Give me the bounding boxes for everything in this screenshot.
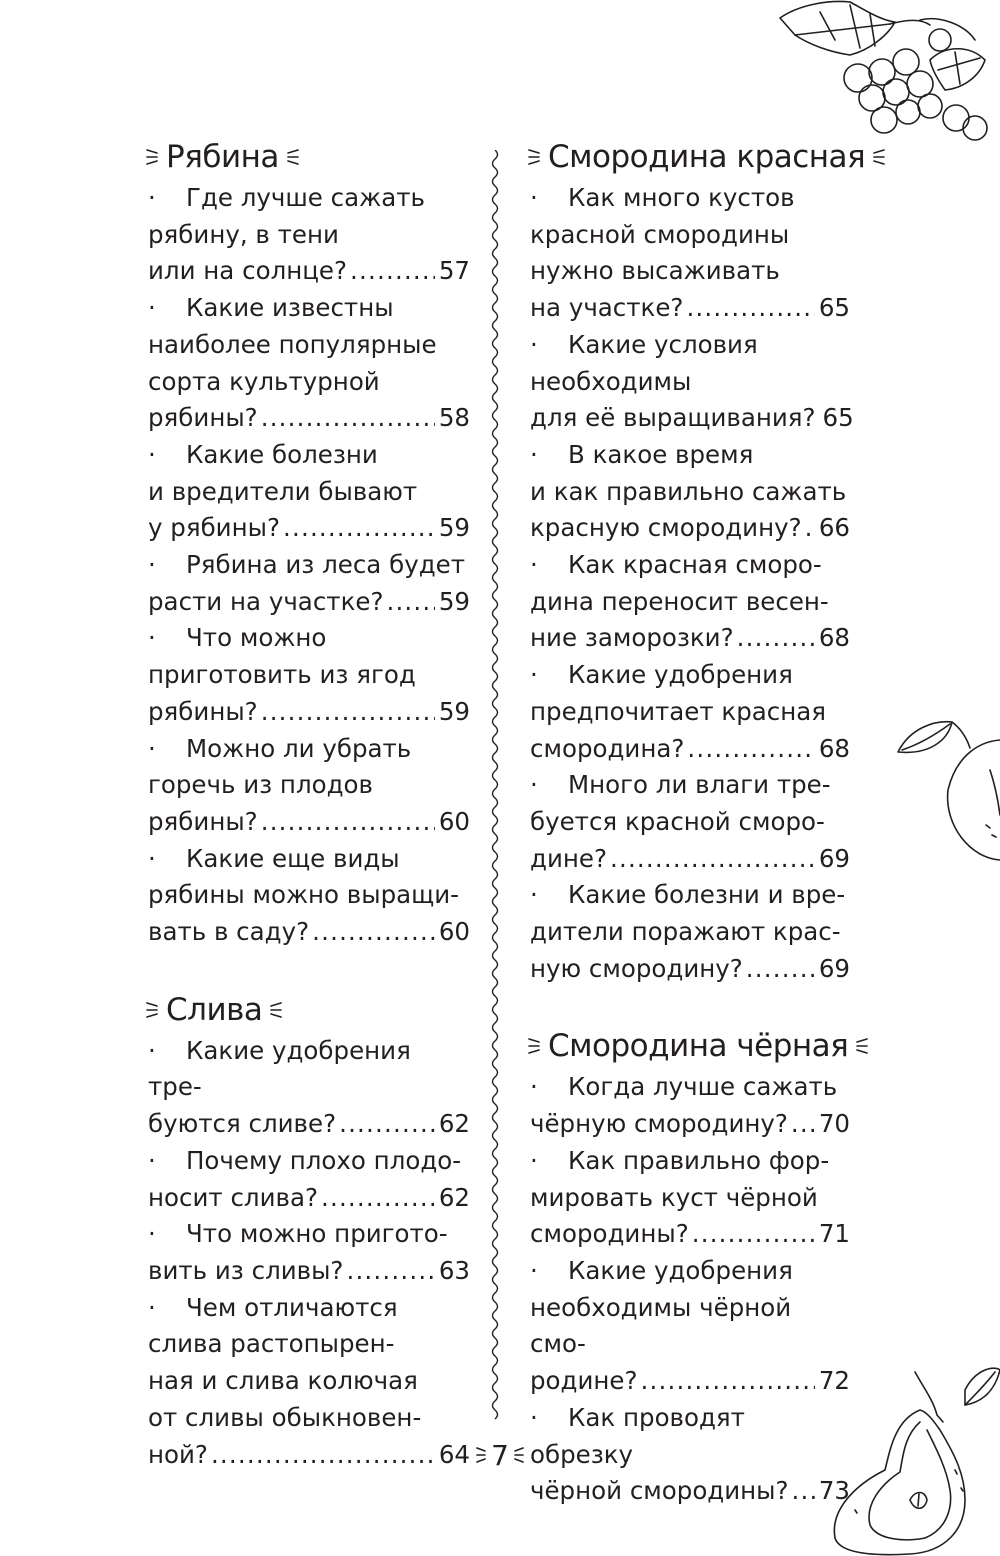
entry-question-line — [148, 1400, 470, 1437]
toc-entry-list — [148, 180, 470, 951]
toc-entry[interactable] — [148, 731, 470, 841]
bullet-icon: · — [530, 550, 538, 580]
dash-mark-right — [287, 146, 299, 168]
toc-entry[interactable] — [148, 547, 470, 620]
entry-text: дители поражают крас- — [530, 917, 841, 947]
entry-text: Что можно пригото- — [186, 1219, 448, 1249]
entry-question-line — [148, 437, 470, 474]
entry-last-line — [148, 914, 470, 951]
page-ref: 62 — [438, 1182, 470, 1212]
dot-leader — [791, 1106, 815, 1143]
page-ref: 64 — [438, 1439, 470, 1469]
entry-question-line — [148, 217, 470, 254]
entry-text: рябины? — [148, 806, 258, 836]
toc-section — [530, 1023, 850, 1509]
entry-text: смородины? — [530, 1219, 689, 1249]
entry-text: дина переносит весен- — [530, 586, 829, 616]
entry-last-line — [530, 1473, 850, 1510]
toc-entry-list — [530, 1069, 850, 1509]
entry-text: Когда лучше сажать — [568, 1072, 838, 1102]
bullet-icon: · — [530, 770, 538, 800]
entry-question-line — [530, 877, 850, 914]
entry-text: красную смородину? — [530, 513, 802, 543]
entry-question-line — [148, 1216, 470, 1253]
bullet-icon: · — [530, 880, 538, 910]
entry-last-line — [530, 951, 850, 988]
entry-text: В какое время — [568, 439, 754, 469]
entry-last-line — [148, 1106, 470, 1143]
dash-mark-left — [528, 1035, 540, 1057]
page-number-value: 7 — [491, 1438, 509, 1472]
page-ref: 62 — [438, 1109, 470, 1139]
dot-leader — [687, 731, 814, 768]
entry-question-line — [148, 1326, 470, 1363]
page-ref: 66 — [818, 513, 850, 543]
toc-entry[interactable] — [148, 1033, 470, 1143]
toc-entry-list — [148, 1033, 470, 1473]
section-heading — [146, 987, 470, 1033]
entry-last-line — [530, 290, 850, 327]
entry-question-line — [530, 767, 850, 804]
page-ref: 69 — [818, 843, 850, 873]
dash-mark-right — [270, 999, 282, 1021]
entry-question-line — [148, 1290, 470, 1327]
bullet-icon: · — [148, 733, 156, 763]
entry-question-line — [530, 217, 850, 254]
entry-text: буется красной сморо- — [530, 806, 825, 836]
toc-entry[interactable] — [530, 1143, 850, 1253]
toc-entry[interactable] — [530, 547, 850, 657]
toc-entry[interactable] — [148, 841, 470, 951]
entry-text: на участке? — [530, 293, 684, 323]
entry-question-line — [530, 1143, 850, 1180]
bullet-icon: · — [148, 1035, 156, 1065]
entry-text: Как много кустов — [568, 183, 795, 212]
entry-question-line — [148, 1143, 470, 1180]
entry-text: Что можно — [186, 623, 327, 653]
page-ref: 58 — [438, 403, 470, 433]
bullet-icon: · — [148, 1292, 156, 1322]
page-ref: 57 — [438, 256, 470, 286]
dash-mark-left — [146, 146, 158, 168]
entry-text: Какие удобрения — [568, 660, 793, 690]
bullet-icon: · — [148, 550, 156, 580]
toc-entry[interactable] — [148, 1216, 470, 1289]
toc-entry[interactable] — [530, 327, 854, 437]
dot-leader — [261, 804, 435, 841]
entry-text: необходимы чёрной смо- — [530, 1292, 792, 1359]
entry-text: ная и слива колючая — [148, 1366, 418, 1396]
entry-text: Какие удобрения — [568, 1255, 793, 1285]
entry-text: Какие известны — [186, 293, 394, 323]
entry-question-line — [148, 180, 470, 217]
entry-text: вить из сливы? — [148, 1255, 344, 1285]
toc-entry[interactable] — [530, 657, 850, 767]
entry-text: Какие условия — [568, 329, 758, 359]
entry-text: у рябины? — [148, 513, 280, 543]
entry-question-line — [530, 1253, 850, 1290]
entry-text: ной? — [148, 1439, 208, 1469]
entry-text: для её выращивания? — [530, 403, 816, 433]
entry-question-line — [148, 1363, 470, 1400]
page-ref: 73 — [818, 1476, 850, 1506]
entry-question-line — [148, 1033, 470, 1106]
entry-text: дине? — [530, 843, 607, 873]
left-column — [148, 134, 470, 1473]
entry-question-line — [148, 657, 470, 694]
entry-text: красной смородины — [530, 219, 790, 249]
toc-entry[interactable] — [530, 1253, 850, 1400]
page-ref: 65 — [822, 403, 854, 433]
toc-section — [530, 134, 866, 987]
dot-leader — [792, 1473, 815, 1510]
entry-last-line — [530, 841, 850, 878]
page-ref: 60 — [438, 917, 470, 947]
entry-text: ние заморозки? — [530, 623, 734, 653]
toc-entry[interactable] — [530, 767, 850, 877]
toc-entry[interactable] — [530, 1400, 850, 1510]
entry-last-line — [148, 1180, 470, 1217]
dot-leader — [746, 951, 815, 988]
dot-leader — [386, 584, 434, 621]
entry-question-line — [530, 253, 850, 290]
dot-leader — [283, 510, 435, 547]
bullet-icon: · — [530, 1255, 538, 1285]
dot-leader — [686, 290, 814, 327]
entry-question-line — [148, 547, 470, 584]
toc-entry[interactable] — [148, 180, 470, 290]
right-column — [530, 134, 866, 1510]
toc-section — [148, 987, 470, 1473]
entry-last-line — [530, 510, 850, 547]
bullet-icon: · — [148, 183, 156, 212]
bullet-icon: · — [530, 329, 538, 359]
entry-last-line — [530, 400, 854, 437]
entry-text: Рябина из леса будет — [186, 550, 465, 580]
bullet-icon: · — [530, 1072, 538, 1102]
entry-text: наиболее популярные — [148, 329, 437, 359]
page-ref: 71 — [818, 1219, 850, 1249]
dot-leader — [610, 841, 815, 878]
entry-text: рябины? — [148, 696, 258, 726]
section-title: Смородина красная — [548, 139, 866, 175]
entry-text: чёрной смородины? — [530, 1476, 789, 1506]
toc-entry-list — [530, 180, 854, 987]
entry-text: рябину, в тени — [148, 219, 339, 249]
dot-leader — [261, 400, 435, 437]
entry-question-line — [148, 364, 470, 401]
page-ref: 59 — [438, 586, 470, 616]
toc-entry[interactable] — [530, 180, 850, 327]
page-ref: 59 — [438, 513, 470, 543]
section-title: Смородина чёрная — [548, 1028, 849, 1065]
entry-last-line — [148, 400, 470, 437]
entry-question-line — [530, 1400, 850, 1473]
entry-question-line — [530, 657, 850, 694]
entry-question-line — [530, 1069, 850, 1106]
bullet-icon: · — [530, 1145, 538, 1175]
entry-question-line — [530, 437, 850, 474]
page-ref: 68 — [818, 623, 850, 653]
toc-section — [148, 134, 470, 951]
entry-text: Как правильно фор- — [568, 1145, 830, 1175]
entry-question-line — [530, 914, 850, 951]
entry-question-line — [530, 694, 850, 731]
dot-leader — [321, 1180, 435, 1217]
entry-question-line — [148, 474, 470, 511]
bullet-icon: · — [148, 623, 156, 653]
entry-text: от сливы обыкновен- — [148, 1402, 422, 1432]
entry-text: Как проводят обрезку — [530, 1402, 745, 1469]
entry-text: расти на участке? — [148, 586, 384, 616]
bullet-icon: · — [530, 439, 538, 469]
grape-bunch-icon — [770, 0, 1000, 150]
entry-last-line — [148, 510, 470, 547]
entry-text: Много ли влаги тре- — [568, 770, 831, 800]
page-ref: 65 — [818, 293, 850, 323]
dot-leader — [805, 510, 815, 547]
entry-text: горечь из плодов — [148, 770, 373, 800]
page-ref: 70 — [818, 1109, 850, 1139]
toc-entry[interactable] — [148, 437, 470, 547]
dot-leader — [339, 1106, 435, 1143]
entry-question-line — [530, 474, 850, 511]
dash-mark-right — [514, 1445, 524, 1465]
entry-question-line — [148, 327, 470, 364]
dot-leader — [312, 914, 435, 951]
bullet-icon: · — [530, 183, 538, 212]
entry-text: сорта культурной — [148, 366, 380, 396]
entry-text: приготовить из ягод — [148, 660, 416, 690]
entry-question-line — [530, 584, 850, 621]
entry-question-line — [148, 620, 470, 657]
entry-question-line — [148, 290, 470, 327]
entry-text: мировать куст чёрной — [530, 1182, 818, 1212]
entry-text: необходимы — [530, 366, 692, 396]
entry-text: Можно ли убрать — [186, 733, 412, 763]
entry-text: вать в саду? — [148, 917, 310, 947]
entry-question-line — [530, 1180, 850, 1217]
entry-question-line — [530, 180, 850, 217]
dot-leader — [692, 1216, 815, 1253]
entry-text: смородина? — [530, 733, 685, 763]
bullet-icon: · — [148, 293, 156, 323]
bullet-icon: · — [148, 439, 156, 469]
entry-text: рябины? — [148, 403, 258, 433]
page-ref: 68 — [818, 733, 850, 763]
entry-text: и как правильно сажать — [530, 476, 847, 506]
entry-question-line — [530, 327, 850, 364]
dot-leader — [211, 1437, 435, 1474]
toc-entry[interactable] — [148, 1290, 470, 1474]
dash-mark-right — [856, 1035, 868, 1057]
entry-last-line — [148, 584, 470, 621]
bullet-icon: · — [148, 1145, 156, 1175]
entry-last-line — [148, 1437, 470, 1474]
page-ref: 59 — [438, 696, 470, 726]
entry-text: носит слива? — [148, 1182, 318, 1212]
entry-question-line — [148, 731, 470, 768]
entry-question-line — [148, 841, 470, 878]
entry-text: Какие болезни — [186, 439, 378, 469]
entry-last-line — [148, 804, 470, 841]
entry-text: предпочитает красная — [530, 696, 827, 726]
page-number — [470, 1436, 530, 1474]
entry-last-line — [530, 1216, 850, 1253]
entry-last-line — [530, 1363, 850, 1400]
section-title: Слива — [166, 991, 263, 1028]
entry-last-line — [148, 694, 470, 731]
dot-leader — [346, 1253, 434, 1290]
entry-text: рябины можно выращи- — [148, 880, 459, 910]
toc-entry[interactable] — [530, 877, 850, 987]
entry-text: Какие болезни и вре- — [568, 880, 846, 910]
entry-text: чёрную смородину? — [530, 1109, 788, 1139]
dot-leader — [737, 620, 815, 657]
entry-last-line — [148, 1253, 470, 1290]
dash-mark-left — [476, 1445, 486, 1465]
pear-icon — [815, 1360, 1000, 1556]
entry-question-line — [148, 767, 470, 804]
entry-question-line — [530, 1290, 850, 1363]
entry-text: слива растопырен- — [148, 1329, 395, 1359]
entry-text: Где лучше сажать — [186, 183, 425, 212]
toc-entry[interactable] — [148, 290, 470, 437]
entry-text: буются сливе? — [148, 1109, 337, 1139]
section-heading — [528, 1023, 850, 1069]
entry-text: или на солнце? — [148, 256, 348, 286]
page-ref: 60 — [438, 806, 470, 836]
toc-entry[interactable] — [530, 437, 850, 547]
dash-mark-left — [146, 999, 158, 1021]
dot-leader — [261, 694, 435, 731]
entry-text: Какие еще виды — [186, 843, 400, 873]
entry-text: родине? — [530, 1366, 638, 1396]
entry-question-line — [530, 547, 850, 584]
entry-text: нужно высаживать — [530, 256, 780, 286]
entry-text: Чем отличаются — [186, 1292, 398, 1322]
section-heading — [146, 134, 470, 180]
wavy-divider — [489, 150, 501, 1420]
page-ref: 63 — [438, 1255, 470, 1285]
dot-leader — [641, 1363, 815, 1400]
toc-entry[interactable] — [148, 620, 470, 730]
entry-text: Почему плохо плодо- — [186, 1145, 462, 1175]
page-ref: 72 — [818, 1366, 850, 1396]
entry-text: и вредители бывают — [148, 476, 418, 506]
toc-entry[interactable] — [530, 1069, 850, 1142]
entry-question-line — [148, 877, 470, 914]
entry-question-line — [530, 364, 850, 401]
entry-question-line — [530, 804, 850, 841]
apple-icon — [890, 700, 1000, 870]
dash-mark-left — [528, 146, 540, 168]
bullet-icon: · — [148, 1219, 156, 1249]
bullet-icon: · — [148, 843, 156, 873]
toc-entry[interactable] — [148, 1143, 470, 1216]
bullet-icon: · — [530, 660, 538, 690]
entry-last-line — [530, 1106, 850, 1143]
entry-text: ную смородину? — [530, 953, 743, 983]
page-ref: 69 — [818, 953, 850, 983]
entry-text: Как красная сморо- — [568, 550, 822, 580]
dot-leader — [350, 253, 435, 290]
section-title: Рябина — [166, 139, 279, 175]
entry-last-line — [530, 731, 850, 768]
bullet-icon: · — [530, 1402, 538, 1432]
entry-last-line — [148, 253, 470, 290]
entry-text: Какие удобрения тре- — [148, 1035, 411, 1102]
entry-last-line — [530, 620, 850, 657]
